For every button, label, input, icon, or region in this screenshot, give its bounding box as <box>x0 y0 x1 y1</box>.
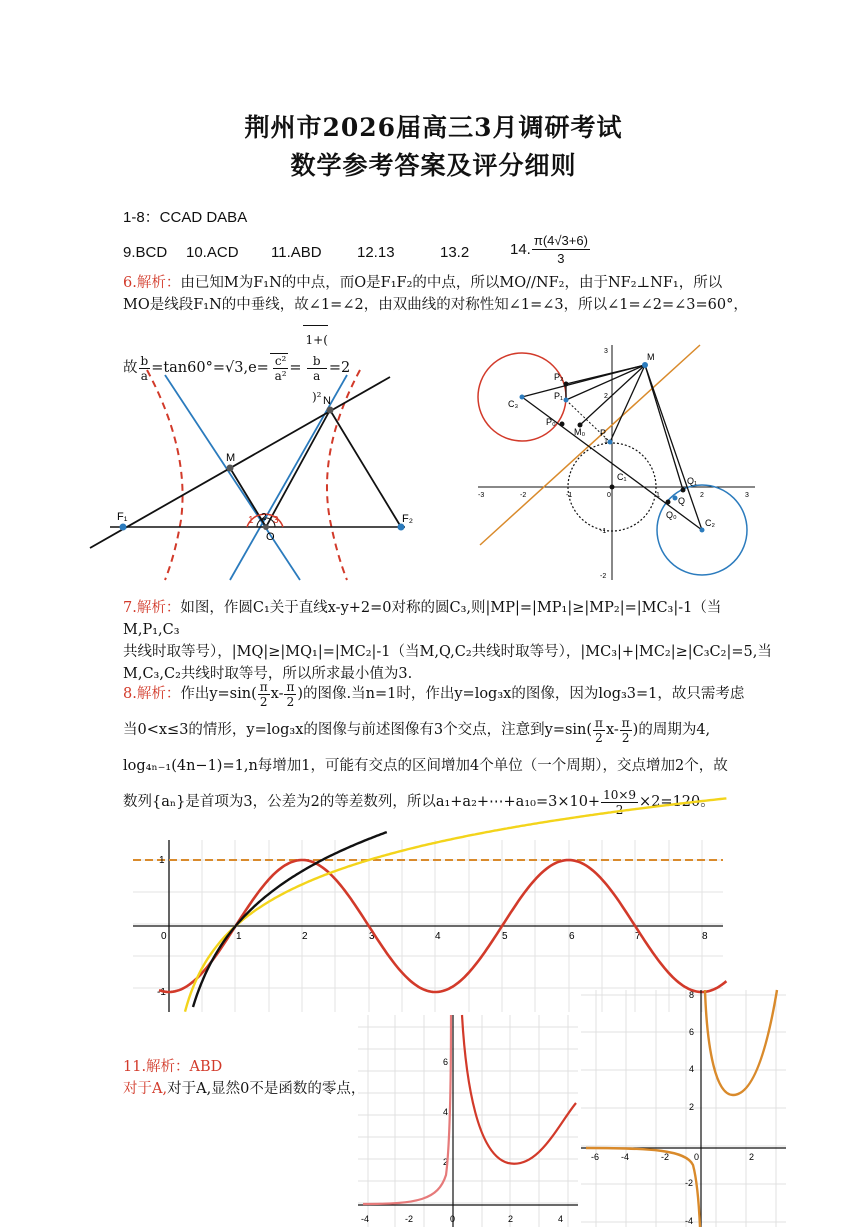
solution-6-text-b: =tan60°=√3,e= <box>151 360 269 376</box>
x-tick-2: 2 <box>508 1214 514 1224</box>
figure-7-circles <box>470 340 760 585</box>
solution-7-line1: 如图，作圆C₁关于直线x-y+2=0对称的圆C₃,则|MP|=|MP₁|≥|MP₂|=|MC₃|-1（当M,P₁,C₃ <box>123 600 722 638</box>
x-tick-0: 0 <box>450 1214 456 1224</box>
y-tick-2: 2 <box>689 1102 695 1112</box>
solution-7-label: 7.解析： <box>123 600 181 616</box>
answers-1-8: 1-8：CCAD DABA <box>123 209 248 226</box>
x-tick-6: 6 <box>569 931 575 942</box>
x-tick-neg4: -4 <box>361 1214 370 1224</box>
answer-14-numerator: π(4√3+6) <box>533 233 588 248</box>
page-title: 荆州市2026届高三3月调研考试 <box>244 113 623 142</box>
point-c1 <box>610 485 615 490</box>
y-tick-2: 2 <box>443 1157 449 1167</box>
y-tick-neg1: -1 <box>600 528 607 535</box>
label-n: N <box>323 395 331 407</box>
s8-l4b: ×2=120。 <box>639 794 715 810</box>
point-q0 <box>666 500 671 505</box>
frac-numerator: b <box>140 353 149 368</box>
curve-log-steep <box>193 832 387 1007</box>
s8-l2b: x- <box>605 722 619 738</box>
label-o: O <box>266 531 275 543</box>
segment-n-f2 <box>330 410 401 527</box>
figure-6-hyperbola <box>85 370 413 580</box>
label-q: Q <box>678 496 686 506</box>
solution-7-line3: M,C₃,C₂共线时取等号，所以所求最小值为3. <box>123 666 413 682</box>
label-m: M <box>647 352 655 362</box>
y-tick-4: 4 <box>443 1107 449 1117</box>
label-f1: F₁ <box>117 511 128 523</box>
label-p2: P₂ <box>554 372 564 382</box>
x-tick-neg3: -3 <box>478 492 485 499</box>
solution-11-text: 对于A,显然0不是函数的零点， <box>167 1081 366 1097</box>
answer-14 <box>510 232 591 267</box>
y-tick-1: 1 <box>159 855 165 866</box>
point-c3 <box>520 395 525 400</box>
solution-6-line1: 由已知M为F₁N的中点，而O是F₁F₂的中点，所以MO//NF₂，由于NF₂⊥NF₁，所以 <box>180 275 723 291</box>
point-m <box>642 362 648 368</box>
solution-6-text-c: =2 <box>328 360 351 376</box>
point-c2 <box>700 528 705 533</box>
x-tick-neg2: -2 <box>405 1214 414 1224</box>
label-m0: M₀ <box>574 427 586 437</box>
line-m-p <box>610 365 645 442</box>
point-p1 <box>564 398 569 403</box>
x-tick-5: 5 <box>502 931 508 942</box>
label-angle-1: 1 <box>248 515 254 526</box>
y-tick-3: 3 <box>604 348 608 355</box>
label-q0: Q₀ <box>666 510 677 520</box>
solution-8: 8.解析：作出y=sin( $\frac{\pi}{2}$ x- $\frac{\pi}{2}$ )的图像.当n=1时，作出y=log₃x的图像，因为log₃3=1，故只需考虑 当0<x≤3的情形，y=log₃x的图像与前述图像有3个交点，注意到y=sin( $\frac{\pi}{2}$ x- $\frac{\pi}{2}$ )的周期为4, log₄ₙ₋₁(4n−1)=1,n每增加1，可能有交点的区间增加4个单位（一个周期），交点增加2个，故 数列{aₙ}是首项为3，公差为2的等差数列，所以a₁+a₂+⋯+a₁₀=3×10+ $\frac{10\times 9}{2}$ ×2=120。 <box>123 679 745 817</box>
x-tick-4: 4 <box>435 931 441 942</box>
label-c3: C₃ <box>508 399 519 409</box>
answer-13: 13.2 <box>440 244 470 261</box>
solution-7 <box>123 597 773 685</box>
solution-8-label: 8.解析： <box>123 686 181 702</box>
y-tick-neg4: -4 <box>685 1216 694 1226</box>
frac-10x9: 10×9 <box>603 787 637 802</box>
y-tick-neg2: -2 <box>685 1178 694 1188</box>
curve-right-branch <box>462 1015 576 1164</box>
point-p0 <box>560 422 565 427</box>
y-tick-4: 4 <box>689 1064 695 1074</box>
y-tick-neg2: -2 <box>600 573 607 580</box>
point-n <box>327 407 334 414</box>
answer-14-fraction <box>532 232 590 267</box>
hyperbola-left-branch <box>147 370 183 580</box>
segment-n-o <box>266 410 330 527</box>
x-tick-2: 2 <box>700 492 704 499</box>
point-p2 <box>564 382 569 387</box>
line-f1-n <box>90 377 390 548</box>
label-angle-3: 3 <box>273 515 279 526</box>
x-tick-neg1: -1 <box>566 492 573 499</box>
s8-l1c: )的图像.当n=1时，作出y=log₃x的图像，因为log₃3=1，故只需考虑 <box>297 686 745 702</box>
line-m-c2 <box>645 365 702 530</box>
curve-log3 <box>185 798 726 1011</box>
label-c2: C₂ <box>705 518 715 528</box>
x-tick-0: 0 <box>161 931 167 942</box>
y-tick-1: 1 <box>604 438 608 445</box>
s8-l1a: 作出y=sin( <box>180 686 257 702</box>
s8-l3: log₄ₙ₋₁(4n−1)=1,n每增加1，可能有交点的区间增加4个单位（一个周期），交点增加2个，故 <box>123 758 728 774</box>
label-q1: Q₁ <box>687 476 698 486</box>
point-q1 <box>681 488 686 493</box>
label-p: P <box>600 428 607 438</box>
solution-6-line2: MO是线段F₁N的中垂线，故∠1=∠2，由双曲线的对称性知∠1=∠3，所以∠1=∠2=∠3=60°， <box>123 297 748 313</box>
y-tick-2: 2 <box>604 393 608 400</box>
point-p <box>608 440 613 445</box>
x-tick-3: 3 <box>745 492 749 499</box>
label-angle-2: 2 <box>261 512 267 523</box>
s8-l2a: 当0<x≤3的情形，y=log₃x的图像与前述图像有3个交点，注意到y=sin( <box>123 722 593 738</box>
answer-11: 11.ABD <box>271 244 322 261</box>
answer-10: 10.ACD <box>186 244 239 261</box>
x-tick-7: 7 <box>635 931 641 942</box>
x-tick-1: 1 <box>236 931 242 942</box>
x-tick-1: 1 <box>656 492 660 499</box>
s8-l2c: )的周期为4, <box>632 722 711 738</box>
s8-l1b: x- <box>270 686 284 702</box>
line-m-q1 <box>645 365 683 490</box>
answer-9: 9.BCD <box>123 244 168 261</box>
x-tick-2: 2 <box>749 1152 755 1162</box>
solution-6-text-a: 故 <box>123 360 138 376</box>
y-tick-neg1: -1 <box>157 987 166 998</box>
solution-11-label: 11.解析：ABD <box>123 1059 223 1075</box>
curve-left-branch <box>586 1148 700 1227</box>
point-f1 <box>120 524 127 531</box>
x-tick-neg4: -4 <box>621 1152 630 1162</box>
solution-11-line1: 对于A,对于A,显然0不是函数的零点， <box>123 1081 366 1097</box>
solution-6-line3: 故 $\frac{b}{a}$ =tan60°=√3,e= $\frac{\text{c²}}{\text{a²}}$ =1+( b a )²=2 <box>123 325 763 365</box>
point-o <box>263 524 269 530</box>
x-tick-3: 3 <box>369 931 375 942</box>
curve-left-branch <box>363 1015 451 1204</box>
x-tick-neg6: -6 <box>591 1152 600 1162</box>
y-tick-6: 6 <box>689 1027 695 1037</box>
label-m: M <box>226 452 236 464</box>
x-tick-0: 0 <box>607 492 611 499</box>
solution-6 <box>123 272 763 316</box>
answer-12: 12.13 <box>357 244 395 261</box>
page-subtitle: 数学参考答案及评分细则 <box>290 151 577 180</box>
figure-8-graph <box>133 840 723 1012</box>
frac-denominator: a <box>140 368 148 383</box>
x-tick-neg2: -2 <box>661 1152 670 1162</box>
label-p0: P₀ <box>546 417 556 427</box>
figure-11a-graph <box>358 1015 578 1227</box>
point-m <box>227 465 234 472</box>
y-tick-8: 8 <box>689 990 695 1000</box>
x-tick-8: 8 <box>702 931 708 942</box>
frac-pi: π <box>259 679 268 694</box>
label-f2: F₂ <box>402 513 413 525</box>
figure-11b-graph <box>581 990 786 1227</box>
x-tick-4: 4 <box>558 1214 564 1224</box>
asymptote-1 <box>165 375 300 580</box>
frac-2: 2 <box>259 694 268 709</box>
solution-7-line2: 共线时取等号），|MQ|≥|MQ₁|=|MC₂|-1（当M,Q,C₂共线时取等号），|MC₃|+|MC₂|≥|C₃C₂|=5,当 <box>123 644 772 660</box>
y-tick-6: 6 <box>443 1057 449 1067</box>
label-p1: P₁ <box>554 391 564 401</box>
sqrt-1-plus-b-a-squared: 1+( b a )² <box>303 325 328 411</box>
x-tick-neg2: -2 <box>520 492 527 499</box>
sqrt-c2-a2: $\frac{\text{c²}}{\text{a²}}$ <box>270 353 289 383</box>
x-tick-0: 0 <box>694 1152 700 1162</box>
point-q <box>673 496 678 501</box>
s8-l4a: 数列{aₙ}是首项为3，公差为2的等差数列，所以a₁+a₂+⋯+a₁₀=3×10+ <box>123 794 601 810</box>
label-c1: C₁ <box>617 472 627 482</box>
answer-14-denominator: 3 <box>557 251 565 266</box>
answer-14-prefix: 14. <box>510 241 531 258</box>
solution-6-label: 6.解析： <box>123 275 181 291</box>
x-tick-2: 2 <box>302 931 308 942</box>
